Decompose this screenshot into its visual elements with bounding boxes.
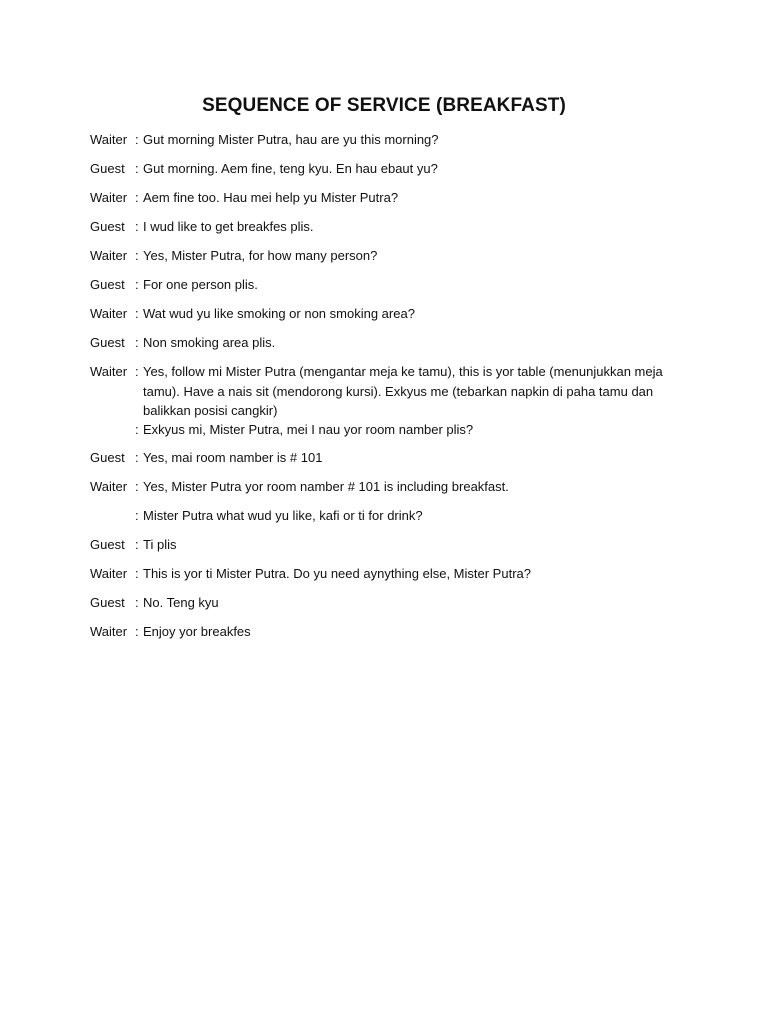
separator: :	[135, 190, 139, 205]
dialogue-text: Gut morning Mister Putra, hau are yu this morning?	[143, 132, 439, 147]
dialogue-text: Gut morning. Aem fine, teng kyu. En hau ebaut yu?	[143, 161, 438, 176]
dialogue-text: For one person plis.	[143, 277, 258, 292]
dialogue-line	[90, 362, 668, 422]
speaker-label: Waiter	[90, 364, 128, 379]
separator: :	[135, 364, 139, 379]
speaker-label: Guest	[90, 537, 125, 552]
dialogue-text: Mister Putra what wud yu like, kafi or ti for drink?	[143, 508, 423, 523]
speaker-label: Guest	[90, 161, 125, 176]
separator: :	[135, 479, 139, 494]
speaker-label: Guest	[90, 277, 125, 292]
separator: :	[135, 595, 139, 610]
dialogue-text: Yes, mai room namber is # 101	[143, 450, 323, 465]
dialogue-text: Ti plis	[143, 537, 177, 552]
dialogue-text: Non smoking area plis.	[143, 335, 276, 350]
speaker-label: Waiter	[90, 190, 128, 205]
separator: :	[135, 537, 139, 552]
dialogue-text: Wat wud yu like smoking or non smoking area?	[143, 306, 415, 321]
dialogue-text: I wud like to get breakfes plis.	[143, 219, 314, 234]
dialogue-text: Aem fine too. Hau mei help yu Mister Putra?	[143, 190, 399, 205]
speaker-label: Guest	[90, 595, 125, 610]
speaker-label: Guest	[90, 450, 125, 465]
separator: :	[135, 422, 139, 437]
separator: :	[135, 277, 139, 292]
separator: :	[135, 248, 139, 263]
separator: :	[135, 566, 139, 581]
speaker-label: Waiter	[90, 624, 128, 639]
dialogue-text: Yes, follow mi Mister Putra (mengantar meja ke tamu), this is yor table (menunjukkan meja tamu). Have a nais sit (mendorong kursi). Exkyus me (tebarkan napkin di paha tamu dan balikkan posisi cangkir)	[143, 364, 663, 418]
dialogue-text: No. Teng kyu	[143, 595, 219, 610]
speaker-label: Waiter	[90, 248, 128, 263]
speaker-label: Waiter	[90, 132, 128, 147]
dialogue-text: This is yor ti Mister Putra. Do yu need aynything else, Mister Putra?	[143, 566, 531, 581]
document-title: SEQUENCE OF SERVICE (BREAKFAST)	[202, 95, 566, 116]
separator: :	[135, 508, 139, 523]
dialogue-text: Yes, Mister Putra, for how many person?	[143, 248, 378, 263]
separator: :	[135, 450, 139, 465]
separator: :	[135, 161, 139, 176]
dialogue-text: Exkyus mi, Mister Putra, mei I nau yor room namber plis?	[143, 422, 474, 437]
separator: :	[135, 219, 139, 234]
separator: :	[135, 306, 139, 321]
speaker-label: Waiter	[90, 566, 128, 581]
speaker-label: Waiter	[90, 306, 128, 321]
separator: :	[135, 132, 139, 147]
speaker-label: Guest	[90, 219, 125, 234]
speaker-label: Waiter	[90, 479, 128, 494]
separator: :	[135, 624, 139, 639]
speaker-label: Guest	[90, 335, 125, 350]
dialogue-text: Yes, Mister Putra yor room namber # 101 is including breakfast.	[143, 479, 509, 494]
dialogue-text: Enjoy yor breakfes	[143, 624, 251, 639]
separator: :	[135, 335, 139, 350]
